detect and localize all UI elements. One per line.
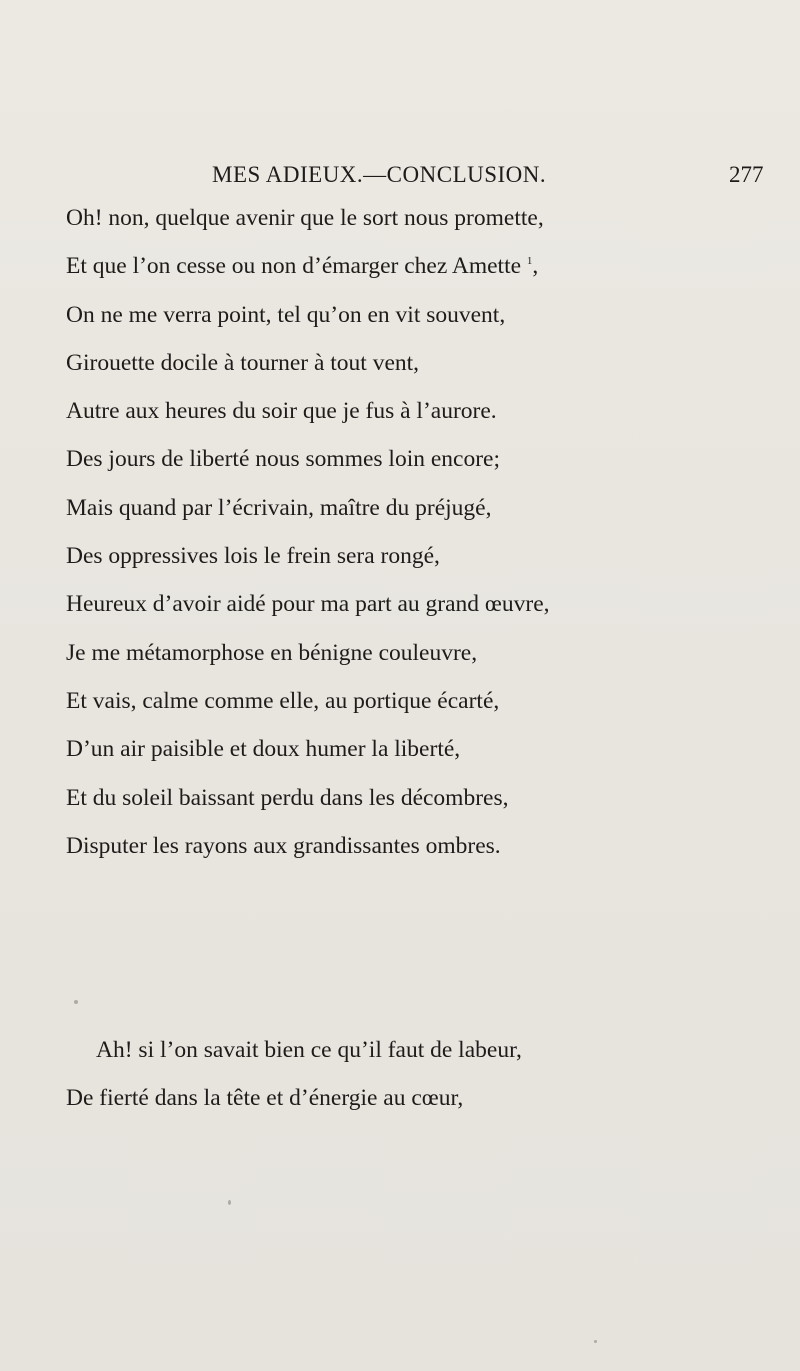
poem-line-14: Disputer les rayons aux grandissantes ombres. (66, 832, 501, 859)
poem-line-12: D’un air paisible et doux humer la liberté, (66, 736, 461, 763)
poem-line-2-punct: , (532, 253, 539, 280)
page-header (66, 162, 796, 192)
poem-line-15: Ah! si l’on savait bien ce qu’il faut de labeur, (96, 1037, 522, 1063)
poem-line-3: On ne me verra point, tel qu’on en vit souvent, (66, 301, 506, 328)
poem-line-5: Autre aux heures du soir que je fus à l’aurore. (66, 398, 497, 425)
poem-line-2 (66, 242, 786, 290)
poem-line-9: Heureux d’avoir aidé pour ma part au grand œuvre, (66, 591, 550, 618)
page-number: 277 (729, 162, 764, 187)
poem-line-4: Girouette docile à tourner à tout vent, (66, 349, 420, 376)
poem-line-2-text: Et que l’on cesse ou non d’émarger chez Amette (66, 253, 522, 280)
poem-stanza-2 (66, 1026, 786, 1123)
poem-line-7: Mais quand par l’écrivain, maître du préjugé, (66, 494, 492, 521)
poem-line-13: Et du soleil baissant perdu dans les décombres, (66, 784, 509, 811)
poem-line-11: Et vais, calme comme elle, au portique écarté, (66, 687, 500, 714)
poem-line-16: De fierté dans la tête et d’énergie au cœur, (66, 1085, 464, 1112)
running-head: MES ADIEUX.—CONCLUSION. (212, 162, 547, 187)
poem-line-8: Des oppressives lois le frein sera rongé, (66, 543, 440, 570)
footnote-mark: 1 (526, 255, 533, 268)
paper-speck (228, 1200, 231, 1205)
paper-speck (594, 1340, 597, 1343)
poem-line-6: Des jours de liberté nous sommes loin encore; (66, 446, 501, 473)
poem-line-1: Oh! non, quelque avenir que le sort nous promette, (66, 205, 544, 231)
paper-speck (74, 1000, 78, 1004)
poem-line-10: Je me métamorphose en bénigne couleuvre, (66, 639, 478, 666)
poem-stanza-1 (66, 194, 786, 870)
